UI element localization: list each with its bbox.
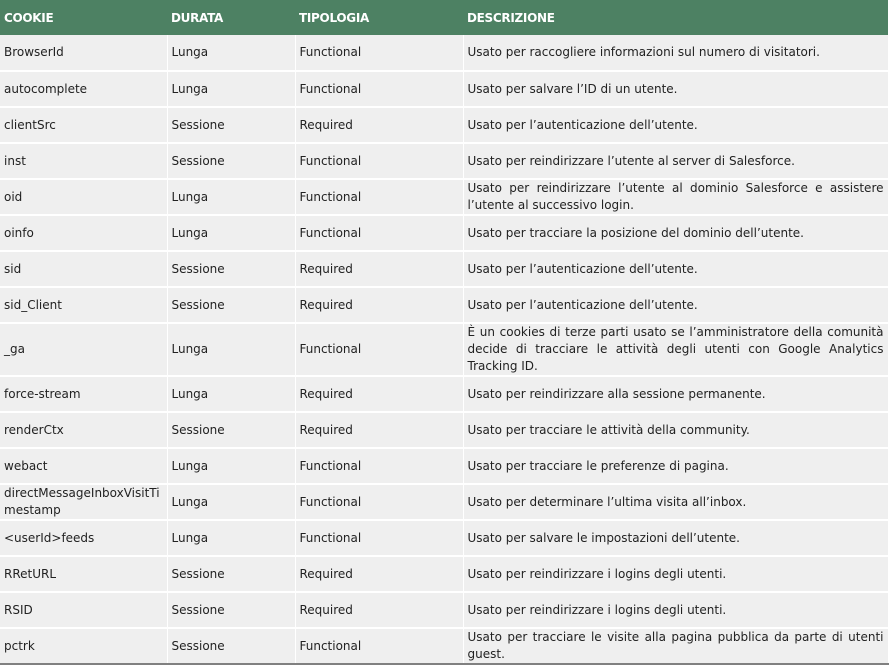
table-row: [0, 179, 888, 215]
cell-durata: Lunga: [167, 35, 295, 71]
table-row: [0, 448, 888, 484]
cell-cookie: clientSrc: [0, 107, 167, 143]
cell-durata: Lunga: [167, 179, 295, 215]
table-body: [0, 35, 888, 664]
cell-tipologia: Functional: [295, 35, 463, 71]
cell-cookie: autocomplete: [0, 71, 167, 107]
cell-descrizione: Usato per l’autenticazione dell’utente.: [463, 287, 888, 323]
cell-descrizione: Usato per determinare l’ultima visita all’inbox.: [463, 484, 888, 520]
cell-tipologia: Required: [295, 251, 463, 287]
cell-cookie: sid: [0, 251, 167, 287]
cell-cookie: sid_Client: [0, 287, 167, 323]
cell-cookie: renderCtx: [0, 412, 167, 448]
cell-durata: Lunga: [167, 215, 295, 251]
cell-tipologia: Functional: [295, 323, 463, 376]
cell-descrizione: È un cookies di terze parti usato se l’amministratore della comunità decide di tracciare le attività degli utenti con Google Analytics Tracking ID.: [463, 323, 888, 376]
cell-cookie: pctrk: [0, 628, 167, 664]
cell-durata: Sessione: [167, 556, 295, 592]
cell-tipologia: Required: [295, 412, 463, 448]
cell-descrizione: Usato per l’autenticazione dell’utente.: [463, 107, 888, 143]
cell-durata: Sessione: [167, 412, 295, 448]
cell-durata: Lunga: [167, 484, 295, 520]
header-row: [0, 0, 888, 35]
table-row: [0, 484, 888, 520]
cell-cookie: RRetURL: [0, 556, 167, 592]
table-header: [0, 0, 888, 35]
header-cookie: COOKIE: [4, 10, 54, 25]
cell-descrizione: Usato per tracciare le attività della community.: [463, 412, 888, 448]
cell-tipologia: Required: [295, 592, 463, 628]
cell-descrizione: Usato per reindirizzare l’utente al server di Salesforce.: [463, 143, 888, 179]
table-row: [0, 71, 888, 107]
cell-tipologia: Required: [295, 376, 463, 412]
header-descrizione: DESCRIZIONE: [467, 10, 555, 25]
table-row: [0, 143, 888, 179]
table-row: [0, 628, 888, 664]
cell-tipologia: Functional: [295, 520, 463, 556]
header-durata: DURATA: [171, 10, 224, 25]
cell-durata: Lunga: [167, 376, 295, 412]
cell-cookie: <userId>feeds: [0, 520, 167, 556]
cell-durata: Sessione: [167, 628, 295, 664]
cell-descrizione: Usato per tracciare la posizione del dominio dell’utente.: [463, 215, 888, 251]
cell-cookie: RSID: [0, 592, 167, 628]
cell-durata: Sessione: [167, 287, 295, 323]
cell-tipologia: Functional: [295, 215, 463, 251]
table-row: [0, 107, 888, 143]
cell-durata: Lunga: [167, 323, 295, 376]
cell-cookie: webact: [0, 448, 167, 484]
cell-tipologia: Functional: [295, 71, 463, 107]
table-row: [0, 556, 888, 592]
header-tipologia: TIPOLOGIA: [299, 10, 369, 25]
cell-durata: Sessione: [167, 143, 295, 179]
table-row: [0, 520, 888, 556]
cell-cookie: inst: [0, 143, 167, 179]
table-row: [0, 215, 888, 251]
cell-durata: Sessione: [167, 251, 295, 287]
cell-tipologia: Required: [295, 107, 463, 143]
cell-descrizione: Usato per l’autenticazione dell’utente.: [463, 251, 888, 287]
cell-durata: Lunga: [167, 448, 295, 484]
cell-tipologia: Functional: [295, 484, 463, 520]
cell-descrizione: Usato per reindirizzare i logins degli utenti.: [463, 592, 888, 628]
cell-cookie: _ga: [0, 323, 167, 376]
cell-descrizione: Usato per tracciare le visite alla pagina pubblica da parte di utenti guest.: [463, 628, 888, 664]
cell-tipologia: Functional: [295, 179, 463, 215]
cell-descrizione: Usato per reindirizzare l’utente al dominio Salesforce e assistere l’utente al successivo login.: [463, 179, 888, 215]
cell-descrizione: Usato per reindirizzare alla sessione permanente.: [463, 376, 888, 412]
table-row: [0, 35, 888, 71]
table-row: [0, 376, 888, 412]
table-row: [0, 287, 888, 323]
cell-tipologia: Functional: [295, 628, 463, 664]
cell-descrizione: Usato per raccogliere informazioni sul numero di visitatori.: [463, 35, 888, 71]
cell-descrizione: Usato per salvare l’ID di un utente.: [463, 71, 888, 107]
cell-cookie: oid: [0, 179, 167, 215]
cell-tipologia: Functional: [295, 448, 463, 484]
cell-cookie: oinfo: [0, 215, 167, 251]
cell-durata: Sessione: [167, 107, 295, 143]
table-row: [0, 592, 888, 628]
cell-cookie: directMessageInboxVisitTimestamp: [0, 484, 167, 520]
table-row: [0, 323, 888, 376]
cell-descrizione: Usato per salvare le impostazioni dell’utente.: [463, 520, 888, 556]
cell-tipologia: Required: [295, 287, 463, 323]
cell-descrizione: Usato per reindirizzare i logins degli utenti.: [463, 556, 888, 592]
table-row: [0, 412, 888, 448]
cell-tipologia: Functional: [295, 143, 463, 179]
cell-cookie: force-stream: [0, 376, 167, 412]
cell-cookie: BrowserId: [0, 35, 167, 71]
cell-durata: Sessione: [167, 592, 295, 628]
cell-durata: Lunga: [167, 71, 295, 107]
cell-tipologia: Required: [295, 556, 463, 592]
table-row: [0, 251, 888, 287]
cell-durata: Lunga: [167, 520, 295, 556]
cell-descrizione: Usato per tracciare le preferenze di pagina.: [463, 448, 888, 484]
